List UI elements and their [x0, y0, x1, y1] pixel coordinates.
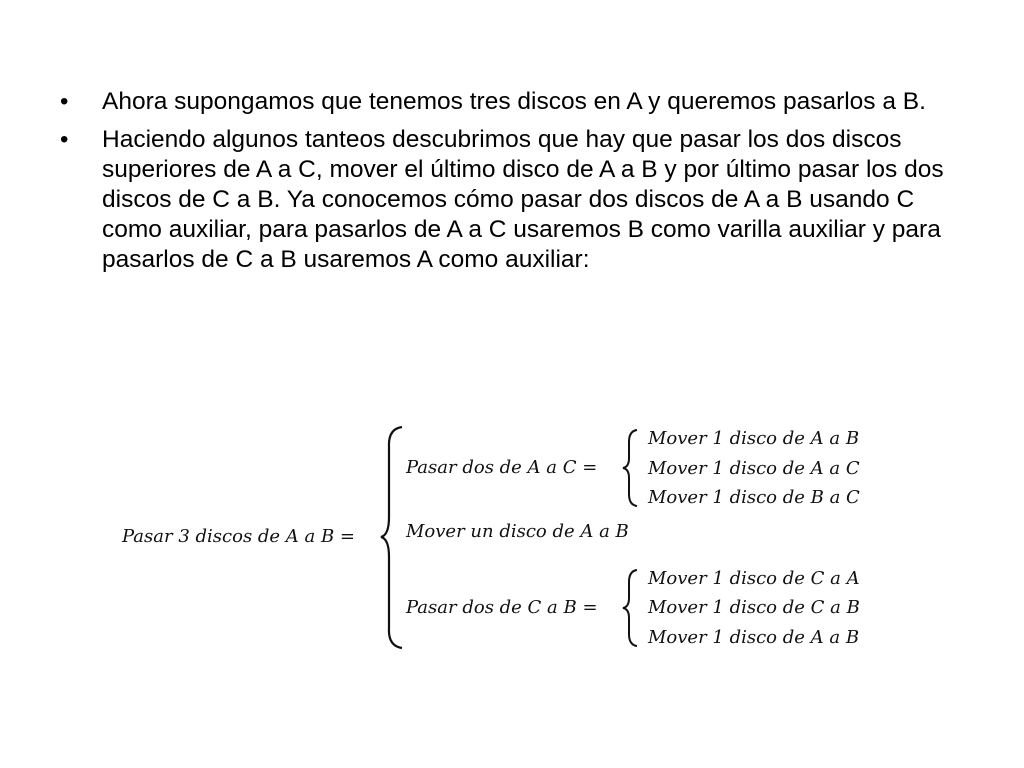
step3-move-1: Mover 1 disco de C a A: [648, 568, 860, 589]
step1-move-2: Mover 1 disco de A a C: [648, 458, 860, 479]
step2-label: Mover un disco de A a B: [406, 521, 629, 542]
step1-move-3: Mover 1 disco de B a C: [648, 487, 860, 508]
step3-brace: [622, 568, 640, 648]
big-brace: [380, 425, 406, 650]
step3-move-3: Mover 1 disco de A a B: [648, 627, 860, 648]
step1-move-1: Mover 1 disco de A a B: [648, 428, 860, 449]
step1-label: Pasar dos de A a C =: [406, 457, 598, 478]
step3-label: Pasar dos de C a B =: [406, 597, 598, 618]
bullet-dot: •: [60, 126, 69, 153]
bullet-text: Ahora supongamos que tenemos tres discos en A y queremos pasarlos a B.: [102, 88, 926, 115]
main-equation-label: Pasar 3 discos de A a B =: [122, 526, 355, 547]
step1-brace: [622, 428, 640, 508]
bullet-text: Haciendo algunos tanteos descubrimos que hay que pasar los dos discos superiores de A a C, mover el último disco de A a B y por último pasar los dos discos de C a B. Ya conocemos cómo pasar dos discos de A a B usando C como auxiliar, para pasarlos de A a C usaremos B como varilla auxiliar y para pasarlos de C a B usaremos A como auxiliar:: [102, 126, 944, 273]
bullet-dot: •: [60, 88, 69, 115]
step3-move-2: Mover 1 disco de C a B: [648, 597, 860, 618]
